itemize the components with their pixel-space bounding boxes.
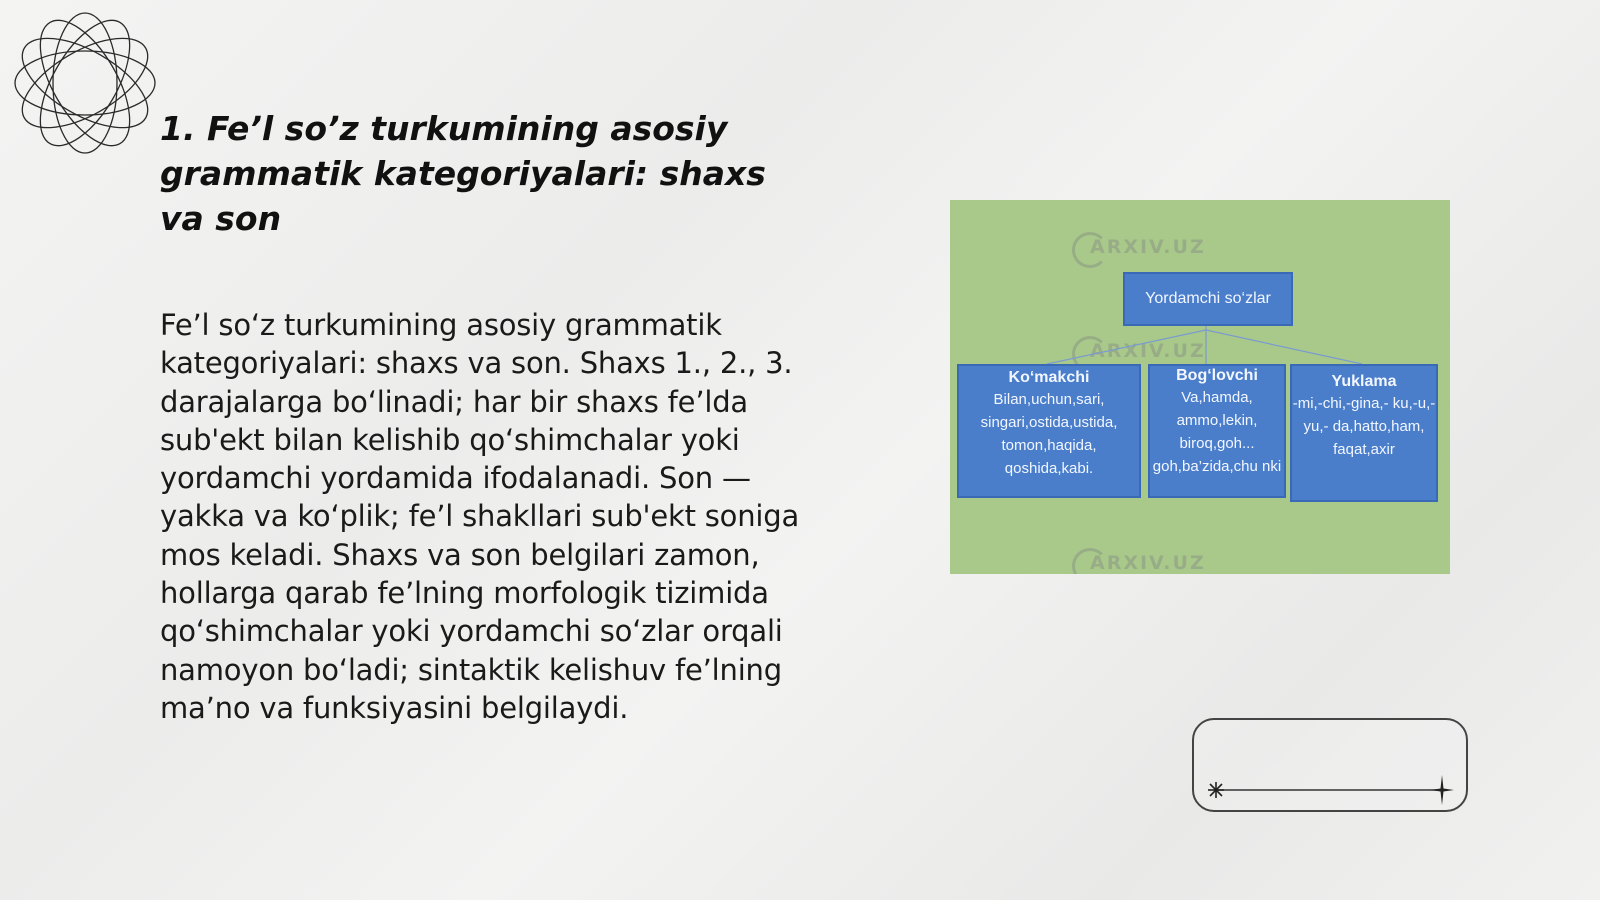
watermark: ARXIV.UZ (1090, 236, 1206, 258)
plus-star-icon (1430, 775, 1454, 805)
yordamchi-sozlar-diagram (950, 200, 1450, 574)
slide-body-text: Fe’l so‘z turkumining asosiy grammatik kategoriyalari: shaxs va son. Shaxs 1., 2., 3. darajalarga bo‘linadi; har bir shaxs fe’lda sub'ekt bilan kelishib qo‘shimchalar yoki yordamchi yordamida ifodalanadi. Son — yakka va ko‘plik; fe’l shakllari sub'ekt soniga mos keladi. Shaxs va son belgilari zamon, hollarga qarab fe’lning morfologik tizimida qo‘shimchalar yoki yordamchi so‘zlar orqali namoyon bo‘ladi; sintaktik kelishuv fe’lning ma’no va funksiyasini belgilaydi. (160, 308, 800, 725)
decorative-card (1192, 718, 1468, 812)
box-heading: Bog‘lovchi (1176, 367, 1258, 384)
slide-title: 1. Fe’l so’z turkumining asosiy grammatik kategoriyalari: shaxs va son (160, 109, 766, 238)
watermark: ARXIV.UZ (1090, 552, 1206, 574)
box-body: -mi,-chi,-gina,- ku,-u,-yu,- da,hatto,ham, faqat,axir (1292, 395, 1436, 458)
root-box: Yordamchi so‘zlar (1123, 272, 1293, 326)
yuklama-box (1290, 364, 1438, 502)
boglovchi-box (1148, 364, 1286, 498)
box-heading: Ko‘makchi (1008, 369, 1090, 386)
box-body: Va,hamda, ammo,lekin, biroq,goh... goh,ba’zida,chu nki (1152, 389, 1282, 475)
box-heading: Yuklama (1331, 373, 1397, 390)
sparkle-icon (1206, 780, 1226, 800)
watermark: ARXIV.UZ (1090, 340, 1206, 362)
komakchi-box (957, 364, 1141, 498)
circle-rosette-icon (12, 10, 158, 156)
card-line (1194, 720, 1466, 810)
box-body: Bilan,uchun,sari, singari,ostida,ustida, tomon,haqida, qoshida,kabi. (980, 391, 1118, 477)
